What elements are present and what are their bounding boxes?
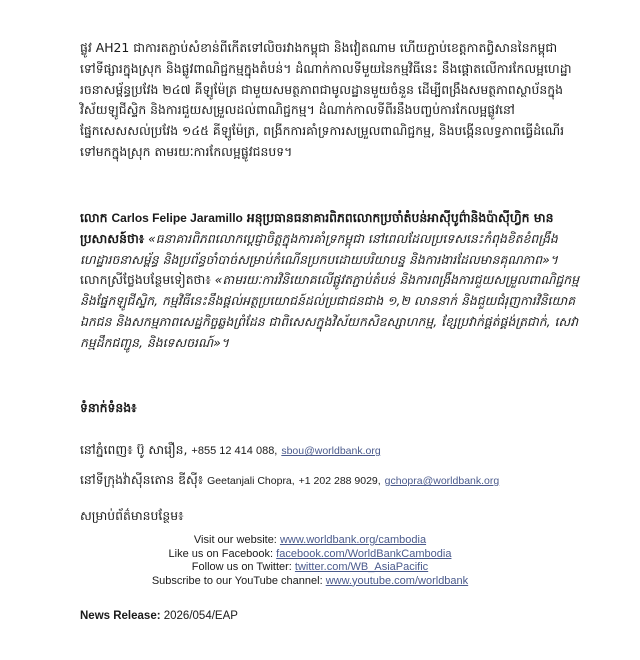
more-info-heading: សម្រាប់ព័ត៌មានបន្ថែម៖	[80, 508, 184, 523]
news-release-number: 2026/054/EAP	[163, 610, 238, 622]
social-links-block	[100, 534, 520, 588]
contact-phnom-penh-label: នៅភ្នំពេញ៖ ប៊ូ សារឿន,	[80, 442, 188, 457]
speaker-title: អនុប្រធានធនាគារពិភពលោកប្រចាំតំបន់អាស៊ីបូព៌ានិងប៉ាស៊ីហ្វិក មានប្រសាសន៍ថា៖	[80, 210, 554, 246]
social-row-website	[100, 534, 520, 548]
social-row-facebook	[100, 548, 520, 562]
contact-phnom-penh	[80, 442, 381, 461]
contacts-heading: ទំនាក់ទំនង៖	[80, 400, 137, 415]
contact-washington-email-link[interactable]: gchopra@worldbank.org	[384, 475, 500, 487]
speaker-prefix: លោក	[80, 210, 108, 225]
news-release-line	[80, 610, 238, 622]
social-label: Visit our website:	[193, 534, 277, 546]
contact-washington	[80, 472, 499, 491]
social-row-twitter	[100, 561, 520, 575]
contact-phnom-penh-phone: +855 12 414 088,	[191, 445, 278, 457]
quote-first: «ធនាគារពិភពលោកប្តេជ្ញាចិត្តក្នុងការគាំទ្រកម្ពុជា នៅពេលដែលប្រទេសនេះកំពុងខិតខំពង្រឹងហេដ្ឋារចនាសម្ព័ន្ធ និងប្រព័ន្ធចាំបាច់សម្រាប់កំណើនប្រកបដោយបរិយាបន្ន និងការងារដែលមានគុណភាព»។	[80, 230, 558, 267]
social-label: Subscribe to our YouTube channel:	[151, 574, 323, 587]
youtube-link[interactable]: www.youtube.com/worldbank	[325, 574, 469, 587]
website-link[interactable]: www.worldbank.org/cambodia	[279, 534, 427, 546]
news-release-label: News Release:	[80, 610, 161, 622]
quote-paragraph	[80, 208, 580, 354]
social-label: Follow us on Twitter:	[191, 561, 292, 573]
quote-second: «តាមរយៈការវិនិយោគលើផ្លូវតភ្ជាប់តំបន់ និងការពង្រឹងការជួយសម្រួលពាណិជ្ជកម្ម និងផ្នែកឡូជីស្ទិក, កម្មវិធីនេះនឹងផ្តល់អត្ថប្រយោជន៍ដល់ប្រជាជនជាង ១,២ លាននាក់ និងជួយជំរុញការវិនិយោគឯកជន និងសកម្មភាពសេដ្ឋកិច្ចឆ្លងព្រំដែន ជាពិសេសក្នុងវិស័យកសិឧស្សាហកម្ម, ខ្សែប្រវាក់ផ្គត់ផ្គង់ត្រជាក់, សេវាកម្មដឹកជញ្ជូន, និងទេសចរណ៍»។	[80, 272, 580, 350]
contact-washington-label: នៅទីក្រុងវ៉ាស៊ីនតោន ឌីស៊ី៖	[80, 472, 204, 487]
social-row-youtube	[100, 575, 520, 589]
quote-connector: លោកស្រីថ្លែងបន្ថែមទៀតថា៖	[80, 272, 211, 288]
contact-phnom-penh-email-link[interactable]: sbou@worldbank.org	[281, 445, 381, 457]
contact-washington-name: Geetanjali Chopra,	[207, 475, 295, 487]
speaker-name: Carlos Felipe Jaramillo	[111, 211, 243, 225]
twitter-link[interactable]: twitter.com/WB_AsiaPacific	[294, 561, 429, 573]
social-label: Like us on Facebook:	[168, 547, 274, 560]
contact-washington-phone: +1 202 288 9029,	[298, 475, 381, 487]
facebook-link[interactable]: facebook.com/WorldBankCambodia	[276, 547, 452, 560]
body-paragraph-project-phases: ផ្លូវ AH21 ជាការតភ្ជាប់សំខាន់ពីកើតទៅលិចរវាងកម្ពុជា និងវៀតណាម ហើយភ្ជាប់ខេត្តកាតព្វិសាននៃកម្ពុជាទៅទីផ្សារក្នុងស្រុក និងផ្លូវពាណិជ្ជកម្មក្នុងតំបន់។ ដំណាក់កាលទីមួយនៃកម្មវិធីនេះ នឹងផ្តោតលើការកែលម្អហេដ្ឋារចនាសម្ព័ន្ធប្រវែង ២៤៧ គីឡូម៉ែត្រ ជាមួយសមត្ថភាពជាមូលដ្ឋានមួយចំនួន ដើម្បីពង្រឹងសមត្ថភាពស្ថាប័នក្នុងវិស័យឡូជីស្ទិក និងការជួយសម្រួលដល់ពាណិជ្ជកម្ម។ ដំណាក់កាលទីពីរនឹងបញ្ចប់ការកែលម្អផ្លូវនៅផ្នែកសេសសល់ប្រវែង ១៤៥ គីឡូម៉ែត្រ, ពង្រីកការគាំទ្រការសម្រួលពាណិជ្ជកម្ម, និងបង្កើនលទ្ធភាពធ្វើដំណើរទៅមកក្នុងស្រុក តាមរយៈការកែលម្អផ្លូវជនបទ។	[80, 40, 572, 159]
